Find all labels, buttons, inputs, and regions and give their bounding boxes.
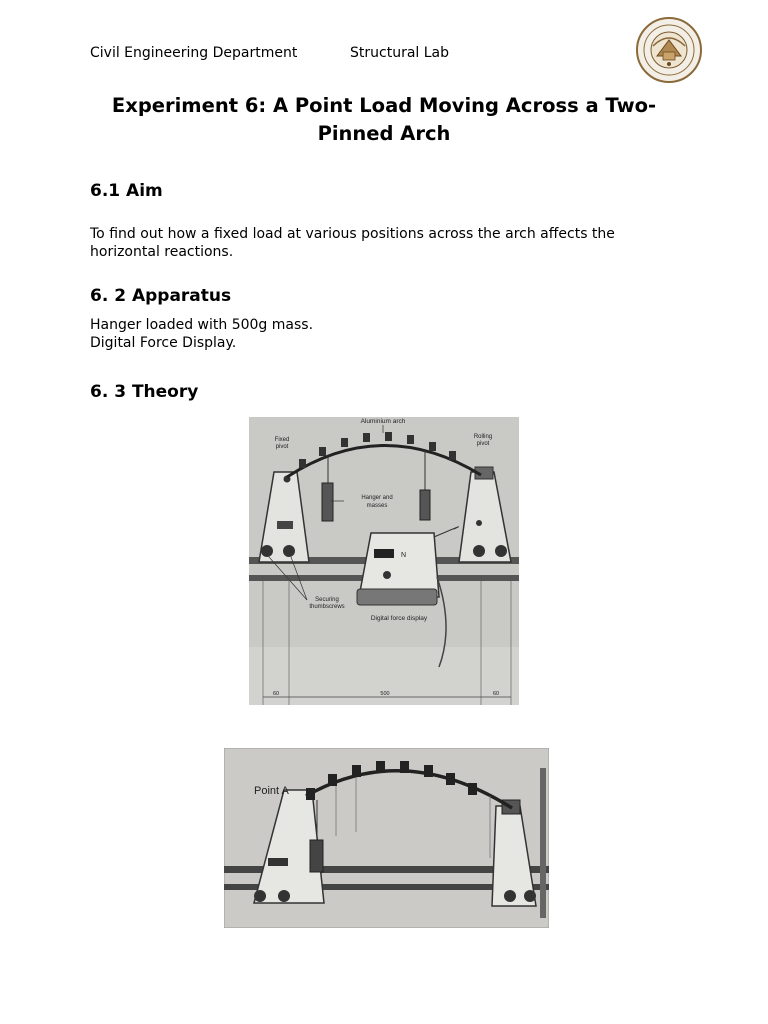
apparatus-figure: [249, 417, 519, 705]
theory-heading: 6. 3 Theory: [90, 382, 199, 402]
dimension-right: 60: [492, 691, 500, 697]
apparatus-heading: 6. 2 Apparatus: [90, 286, 232, 306]
point-a-figure: [224, 748, 549, 928]
aim-heading: 6.1 Aim: [90, 181, 163, 201]
title-line-2: Pinned Arch: [317, 122, 451, 145]
apparatus-item-1: Hanger loaded with 500g mass.: [90, 317, 314, 333]
page-title: [90, 92, 678, 148]
label-rolling-pivot-2: pivot: [476, 441, 490, 447]
label-securing-1: Securing: [315, 597, 339, 603]
aim-text-line-1: To find out how a fixed load at various positions across the arch affects the: [90, 226, 615, 242]
label-fixed-pivot-2: pivot: [275, 444, 289, 450]
apparatus-item-2: Digital Force Display.: [90, 335, 237, 351]
header-lab: Structural Lab: [350, 45, 450, 61]
label-aluminium-arch: Aluminium arch: [360, 418, 406, 425]
label-fixed-pivot-1: Fixed: [274, 437, 290, 443]
dimension-middle: 500: [380, 691, 390, 697]
apparatus-list: [90, 316, 690, 352]
dimension-left: 60: [272, 691, 280, 697]
aim-text: [90, 225, 690, 261]
title-line-1: Experiment 6: A Point Load Moving Across a Two-: [111, 94, 657, 117]
label-rolling-pivot-1: Rolling: [473, 434, 493, 440]
label-digital-force-display: Digital force display: [370, 615, 428, 622]
aim-text-line-2: horizontal reactions.: [90, 244, 234, 260]
label-point-a: Point A: [254, 785, 289, 797]
label-display-unit: N: [401, 552, 407, 559]
university-seal-icon: [635, 16, 703, 84]
label-hanger-2: masses: [366, 503, 388, 509]
label-hanger-1: Hanger and: [361, 495, 393, 501]
label-securing-2: thumbscrews: [309, 604, 345, 610]
header-department: Civil Engineering Department: [90, 45, 298, 61]
